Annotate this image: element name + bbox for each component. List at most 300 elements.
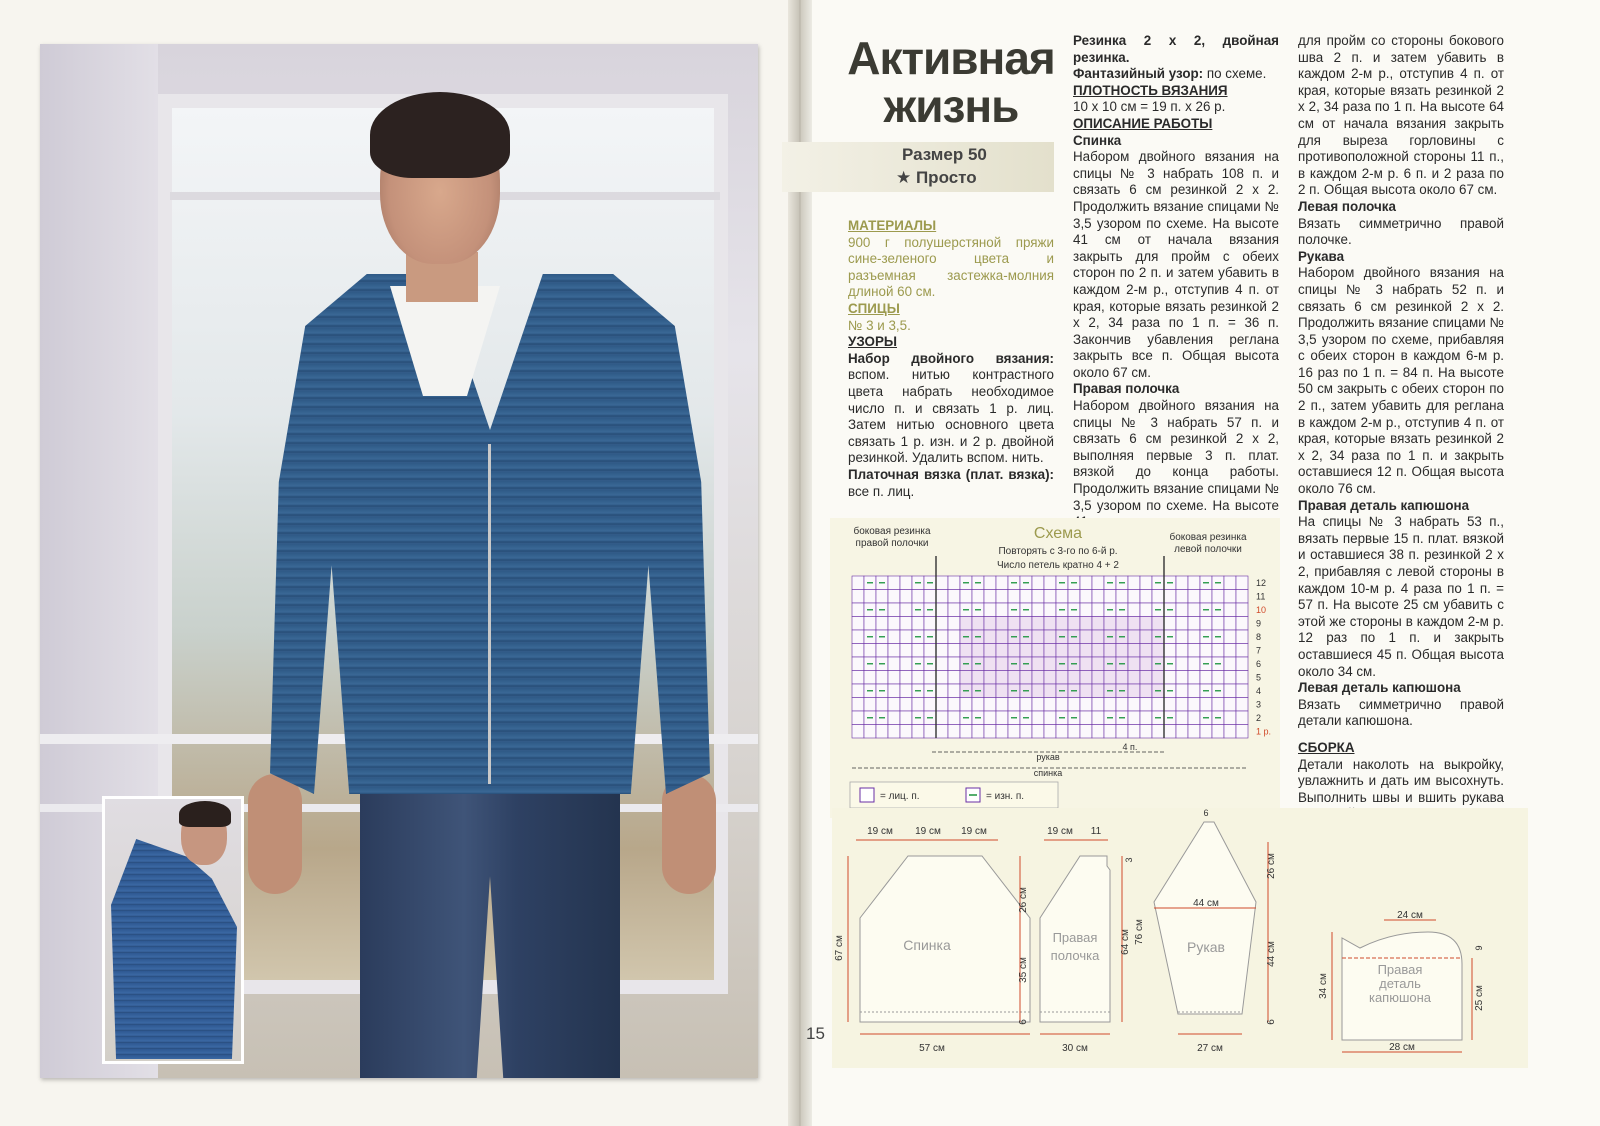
chart-cell: [1140, 711, 1152, 725]
chart-cell: [1044, 603, 1056, 617]
chart-cell: [1200, 671, 1212, 685]
front-armhole-label: 26 см: [1018, 887, 1029, 913]
chart-cell: [936, 576, 948, 590]
chart-cell: [1188, 698, 1200, 712]
chart-row-label: 12: [1256, 578, 1267, 588]
chart-cell: [876, 671, 888, 685]
work-heading: ОПИСАНИЕ РАБОТЫ: [1073, 115, 1213, 131]
chart-cell: [1212, 698, 1224, 712]
sleeve-armhole-label: 26 см: [1266, 853, 1277, 879]
chart-cell: [1092, 698, 1104, 712]
schema-title: Схема: [1033, 525, 1083, 542]
chart-row-label: 8: [1256, 632, 1262, 642]
sleeve-width-label: 44 см: [1193, 898, 1219, 909]
chart-cell: [864, 617, 876, 631]
chart-cell: [1224, 603, 1236, 617]
model-photo: [40, 44, 758, 1078]
chart-cell: [972, 644, 984, 658]
chart-cell: [864, 590, 876, 604]
chart-cell: [1224, 725, 1236, 739]
back-title: Спинка: [1073, 132, 1122, 148]
chart-cell: [876, 725, 888, 739]
chart-cell: [1032, 671, 1044, 685]
chart-cell: [1128, 617, 1140, 631]
garter-title: Платочная вязка (плат. вязка):: [848, 466, 1054, 482]
chart-row-label: 11: [1256, 591, 1266, 602]
chart-cell: [1188, 671, 1200, 685]
chart-cell: [1176, 630, 1188, 644]
chart-cell: [912, 725, 924, 739]
chart-row-labels: [1256, 578, 1271, 737]
chart-cell: [1224, 644, 1236, 658]
patterns-heading: УЗОРЫ: [848, 334, 897, 350]
chart-cell: [1236, 725, 1248, 739]
chart-cell: [1152, 671, 1164, 685]
right-front-title: Правая полочка: [1073, 381, 1180, 397]
chart-cell: [1200, 590, 1212, 604]
fancy-paragraph: [1073, 66, 1279, 83]
sleeve-piece: [1154, 808, 1277, 1054]
chart-cell: [1224, 617, 1236, 631]
left-front-text: Вязать симметрично правой полочке.: [1298, 215, 1504, 248]
chart-cell: [1188, 711, 1200, 725]
chart-cell: [912, 617, 924, 631]
chart-cell: [936, 671, 948, 685]
chart-cell: [1152, 617, 1164, 631]
chart-cell: [984, 630, 996, 644]
chart-cell: [1188, 617, 1200, 631]
chart-cell: [1080, 684, 1092, 698]
article-title: [846, 34, 1056, 130]
chart-cell: [984, 603, 996, 617]
inset-model-hair: [179, 801, 231, 827]
chart-cell: [948, 644, 960, 658]
chart-cell: [1188, 684, 1200, 698]
chart-grid: [852, 556, 1248, 738]
chart-cell: [852, 711, 864, 725]
chart-cell: [996, 711, 1008, 725]
chart-cell: [960, 698, 972, 712]
chart-cell: [948, 671, 960, 685]
chart-cell: [996, 657, 1008, 671]
chart-cell: [996, 630, 1008, 644]
garter-text: все п. лиц.: [848, 483, 915, 499]
chart-cell: [996, 590, 1008, 604]
chart-cell: [1200, 698, 1212, 712]
chart-cell: [1236, 576, 1248, 590]
hood-right-text: На спицы № 3 набрать 53 п., вязать первые 15 п. плат. вязкой и оставшиеся 38 п. резинкой 2 х 2, прибавляя с левой стороны в каждом 10-м р. 4 раза по 1 п. = 57 п. На высоте 25 см убавить с этой же стороны в каждом 2-м р. 12 раз по 1 п. и закрыть оставшиеся 45 п. Общая высота около 34 см.: [1298, 514, 1504, 679]
chart-cell: [1212, 671, 1224, 685]
chart-cell: [984, 617, 996, 631]
sleeve-body-label: 44 см: [1266, 941, 1277, 967]
chart-cell: [1092, 657, 1104, 671]
chart-cell: [1044, 590, 1056, 604]
chart-cell: [1104, 590, 1116, 604]
size-label: Размер 50: [902, 145, 987, 164]
chart-cell: [912, 671, 924, 685]
chart-row-label: 1 р.: [1256, 726, 1272, 737]
chart-cell: [1044, 711, 1056, 725]
chart-cell: [852, 657, 864, 671]
sleeve-range-label: рукав: [1036, 752, 1060, 762]
needles-text: № 3 и 3,5.: [848, 317, 911, 333]
chart-cell: [1236, 711, 1248, 725]
chart-cell: [1152, 725, 1164, 739]
chart-cell: [1224, 657, 1236, 671]
chart-cell: [1128, 576, 1140, 590]
chart-cell: [1128, 603, 1140, 617]
chart-cell: [984, 725, 996, 739]
chart-cell: [948, 698, 960, 712]
chart-cell: [888, 644, 900, 658]
chart-cell: [888, 576, 900, 590]
double-cast-text: вспом. нитью контрастного цвета набрать необходимое число п. и связать 1 р. лиц. Затем нитью основного цвета связать 1 р. изн. и 2 р. двойной резинкой. Удалить вспом. нить.: [848, 367, 1054, 466]
right-rib-label-2: левой полочки: [1174, 544, 1242, 555]
chart-cell: [852, 644, 864, 658]
chart-cell: [1212, 644, 1224, 658]
chart-cell: [900, 725, 912, 739]
chart-cell: [1224, 698, 1236, 712]
chart-cell: [1080, 630, 1092, 644]
chart-cell: [1140, 684, 1152, 698]
chart-cell: [948, 657, 960, 671]
chart-cell: [1032, 576, 1044, 590]
chart-cell: [1224, 671, 1236, 685]
model-figure: [230, 74, 670, 1078]
chart-cell: [1140, 657, 1152, 671]
back-bottom-label: 57 см: [919, 1043, 945, 1054]
chart-cell: [1104, 725, 1116, 739]
chart-cell: [1032, 603, 1044, 617]
back-text: Набором двойного вязания на спицы № 3 набрать 108 п. и связать 6 см резинкой 2 х 2. Продолжить вязание спицами № 3,5 узором по схеме. На высоте 41 см от начала вязания закрыть для пройм с обеих сторон по 2 п. и затем убавить в каждом 2-м р., отступив 4 п. от края, которые вязать резинкой 2 х 2, 34 раза по 1 п. = 36 п. Закончив убавления реглана закрыть все п. Общая высота около 67 см.: [1073, 149, 1279, 380]
chart-cell: [1092, 671, 1104, 685]
chart-cell: [1056, 590, 1068, 604]
chart-cell: [1176, 576, 1188, 590]
chart-cell: [1176, 657, 1188, 671]
chart-cell: [1032, 698, 1044, 712]
chart-cell: [1128, 630, 1140, 644]
chart-cell: [1056, 725, 1068, 739]
chart-cell: [852, 725, 864, 739]
chart-cell: [1008, 725, 1020, 739]
back-top-3: 19 см: [961, 826, 987, 837]
chart-cell: [1176, 725, 1188, 739]
chart-cell: [1164, 698, 1176, 712]
chart-cell: [984, 698, 996, 712]
hood-label-2: деталь: [1379, 976, 1421, 991]
chart-cell: [900, 698, 912, 712]
chart-cell: [1128, 657, 1140, 671]
chart-cell: [1188, 590, 1200, 604]
chart-cell: [1020, 698, 1032, 712]
hood-label-3: капюшона: [1368, 990, 1432, 1005]
chart-cell: [996, 644, 1008, 658]
chart-row-label: 7: [1256, 645, 1262, 656]
chart-cell: [924, 617, 936, 631]
chart-cell: [900, 617, 912, 631]
chart-cell: [936, 711, 948, 725]
chart-cell: [1128, 711, 1140, 725]
chart-cell: [984, 671, 996, 685]
chart-cell: [996, 671, 1008, 685]
chart-cell: [1164, 671, 1176, 685]
chart-cell: [864, 644, 876, 658]
chart-cell: [1080, 725, 1092, 739]
chart-cell: [1104, 617, 1116, 631]
chart-cell: [1044, 725, 1056, 739]
chart-cell: [1020, 671, 1032, 685]
chart-cell: [900, 711, 912, 725]
pattern-pieces: [832, 808, 1528, 1068]
sleeve-outline: [1154, 822, 1256, 1014]
chart-cell: [984, 644, 996, 658]
chart-cell: [1056, 644, 1068, 658]
chart-cell: [876, 590, 888, 604]
chart-cell: [1188, 725, 1200, 739]
chart-cell: [1236, 630, 1248, 644]
chart-cell: [888, 698, 900, 712]
model-jeans: [360, 784, 620, 1078]
chart-cell: [1092, 603, 1104, 617]
hood-left-title: Левая деталь капюшона: [1298, 680, 1461, 696]
chart-cell: [1080, 576, 1092, 590]
chart-cell: [1116, 617, 1128, 631]
chart-cell: [1092, 617, 1104, 631]
chart-cell: [984, 684, 996, 698]
sleeve-label: Рукав: [1187, 939, 1225, 955]
chart-cell: [1116, 590, 1128, 604]
chart-cell: [1044, 657, 1056, 671]
chart-cell: [1068, 725, 1080, 739]
chart-cell: [1032, 617, 1044, 631]
chart-cell: [936, 725, 948, 739]
title-line-2: жизнь: [883, 80, 1019, 132]
chart-cell: [888, 590, 900, 604]
chart-cell: [1044, 671, 1056, 685]
chart-cell: [1176, 684, 1188, 698]
chart-cell: [1068, 671, 1080, 685]
chart-cell: [1092, 684, 1104, 698]
chart-cell: [1128, 725, 1140, 739]
chart-cell: [1164, 644, 1176, 658]
chart-cell: [1080, 657, 1092, 671]
chart-cell: [1140, 590, 1152, 604]
chart-cell: [948, 603, 960, 617]
chart-cell: [936, 630, 948, 644]
chart-cell: [972, 617, 984, 631]
chart-cell: [1140, 603, 1152, 617]
chart-cell: [1032, 725, 1044, 739]
chart-cell: [1116, 644, 1128, 658]
chart-cell: [1128, 698, 1140, 712]
front-height2-label: 76 см: [1134, 919, 1145, 945]
chart-cell: [948, 590, 960, 604]
chart-cell: [888, 657, 900, 671]
chart-cell: [1116, 671, 1128, 685]
chart-cell: [900, 657, 912, 671]
chart-cell: [1068, 590, 1080, 604]
chart-cell: [1032, 590, 1044, 604]
left-front-title: Левая полочка: [1298, 198, 1396, 214]
chart-cell: [900, 590, 912, 604]
chart-cell: [888, 603, 900, 617]
chart-cell: [1128, 684, 1140, 698]
chart-cell: [1224, 576, 1236, 590]
chart-cell: [1164, 725, 1176, 739]
chart-cell: [1188, 644, 1200, 658]
chart-row-label: 4: [1256, 686, 1262, 696]
sleeve-text: Набором двойного вязания на спицы № 3 набрать 52 п. и связать 6 см резинкой 2 х 2. Продолжить вязание спицами № 3,5 узором по схеме, прибавляя с обеих сторон в каждом 6-м р. 16 раз по 1 п. = 84 п. На высоте 50 см закрыть с обеих сторон по 2 п., затем убавить для реглана в каждом 2-м р., отступив 4 п. от края, которые вязать резинкой 2 х 2, 34 раза по 1 п. и закрыть оставшиеся 12 п. Общая высота около 76 см.: [1298, 265, 1504, 497]
chart-cell: [948, 725, 960, 739]
chart-cell: [924, 725, 936, 739]
chart-cell: [960, 617, 972, 631]
chart-cell: [1092, 590, 1104, 604]
hood-height-label: 34 см: [1318, 973, 1329, 999]
chart-cell: [1152, 590, 1164, 604]
chart-cell: [1128, 671, 1140, 685]
spacer: [1298, 730, 1504, 740]
chart-cell: [972, 725, 984, 739]
front-height-label: 64 см: [1120, 929, 1131, 955]
chart-cell: [1056, 617, 1068, 631]
chart-cell: [1068, 644, 1080, 658]
chart-cell: [1140, 576, 1152, 590]
chart-cell: [1140, 644, 1152, 658]
chart-cell: [888, 671, 900, 685]
chart-cell: [996, 725, 1008, 739]
chart-cell: [852, 617, 864, 631]
front-bottom-label: 30 см: [1062, 1043, 1088, 1054]
front-top-1: 19 см: [1047, 826, 1073, 837]
column-materials: [848, 218, 1054, 500]
chart-cell: [1128, 590, 1140, 604]
chart-cell: [1044, 684, 1056, 698]
chart-cell: [960, 725, 972, 739]
chart-cell: [936, 657, 948, 671]
chart-cell: [1068, 617, 1080, 631]
chart-cell: [1008, 644, 1020, 658]
chart-cell: [1044, 698, 1056, 712]
left-rib-label-2: правой полочки: [855, 538, 929, 549]
chart-cell: [1176, 711, 1188, 725]
chart-cell: [996, 617, 1008, 631]
chart-cell: [984, 711, 996, 725]
chart-cell: [876, 644, 888, 658]
chart-cell: [888, 684, 900, 698]
chart-cell: [1020, 644, 1032, 658]
garter-paragraph: [848, 467, 1054, 500]
chart-cell: [1236, 657, 1248, 671]
chart-cell: [1236, 671, 1248, 685]
sleeve-top-label: 6: [1203, 808, 1209, 818]
front-piece: [1018, 826, 1145, 1054]
chart-cell: [1116, 698, 1128, 712]
column-sleeves-hood: [1298, 33, 1504, 889]
chart-cell: [900, 603, 912, 617]
chart-cell: [1044, 617, 1056, 631]
purl-legend-label: = изн. п.: [986, 791, 1025, 802]
chart-cell: [1080, 590, 1092, 604]
hood-left-text: Вязать симметрично правой детали капюшона.: [1298, 696, 1504, 729]
chart-cell: [972, 590, 984, 604]
chart-cell: [1236, 644, 1248, 658]
knit-legend-label: = лиц. п.: [880, 791, 920, 802]
chart-cell: [924, 590, 936, 604]
chart-cell: [1092, 576, 1104, 590]
chart-cell: [1152, 698, 1164, 712]
chart-cell: [1020, 617, 1032, 631]
chart-cell: [972, 698, 984, 712]
chart-cell: [1236, 590, 1248, 604]
chart-row-label: 2: [1256, 713, 1262, 723]
needles-heading: СПИЦЫ: [848, 300, 900, 316]
chart-cell: [1128, 644, 1140, 658]
difficulty-label: ★ Просто: [896, 168, 977, 187]
chart-cell: [1092, 725, 1104, 739]
chart-cell: [888, 725, 900, 739]
four-stitch-label: 4 п.: [1122, 742, 1138, 752]
chart-cell: [1032, 644, 1044, 658]
chart-cell: [1080, 644, 1092, 658]
chart-cell: [864, 671, 876, 685]
chart-cell: [1032, 684, 1044, 698]
sleeve-title: Рукава: [1298, 248, 1345, 264]
chart-cell: [1020, 725, 1032, 739]
materials-text: 900 г полушерстяной пряжи сине-зеленого цвета и разъемная застежка-молния длиной 60 см.: [848, 234, 1054, 300]
chart-cell: [960, 590, 972, 604]
hood-right-title: Правая деталь капюшона: [1298, 497, 1470, 513]
chart-cell: [1080, 711, 1092, 725]
title-line-1: Активная: [847, 32, 1055, 84]
chart-cell: [1080, 671, 1092, 685]
chart-cell: [1188, 603, 1200, 617]
chart-cell: [1104, 644, 1116, 658]
chart-cell: [852, 671, 864, 685]
chart-cell: [1056, 671, 1068, 685]
chart-cell: [876, 698, 888, 712]
back-range-label: спинка: [1033, 768, 1063, 778]
chart-cell: [1188, 630, 1200, 644]
knit-legend-swatch: [860, 788, 874, 802]
chart-cell: [1164, 590, 1176, 604]
chart-cell: [1188, 657, 1200, 671]
chart-cell: [948, 711, 960, 725]
chart-cell: [936, 698, 948, 712]
chart-cell: [912, 698, 924, 712]
chart-cell: [1152, 644, 1164, 658]
chart-cell: [996, 576, 1008, 590]
chart-cell: [900, 671, 912, 685]
chart-cell: [852, 684, 864, 698]
chart-cell: [1224, 684, 1236, 698]
chart-cell: [924, 698, 936, 712]
chart-cell: [1236, 617, 1248, 631]
chart-row-label: 6: [1256, 659, 1262, 669]
chart-cell: [912, 644, 924, 658]
chart-cell: [864, 698, 876, 712]
back-top-1: 19 см: [867, 826, 893, 837]
chart-cell: [936, 603, 948, 617]
chart-cell: [1080, 617, 1092, 631]
chart-cell: [1032, 630, 1044, 644]
schema-repeat-note: Повторять с 3-го по 6-й р.: [998, 546, 1118, 557]
model-left-hand: [248, 774, 302, 894]
chart-cell: [900, 576, 912, 590]
chart-cell: [1092, 630, 1104, 644]
chart-cell: [1176, 617, 1188, 631]
front-continued-text: для пройм со стороны бокового шва 2 п. и затем убавить в каждом 2-м р., отступив 4 п. от края, которые вязать резинкой 2 х 2, 34 раза по 1 п. На высоте 64 см от начала вязания закрыть для выреза горловины с противоположной стороны 11 п., в каждом 2-м р. 6 п. и 2 раза по 2 п. Общая высота около 67 см.: [1298, 33, 1504, 198]
model-hair: [370, 92, 510, 178]
